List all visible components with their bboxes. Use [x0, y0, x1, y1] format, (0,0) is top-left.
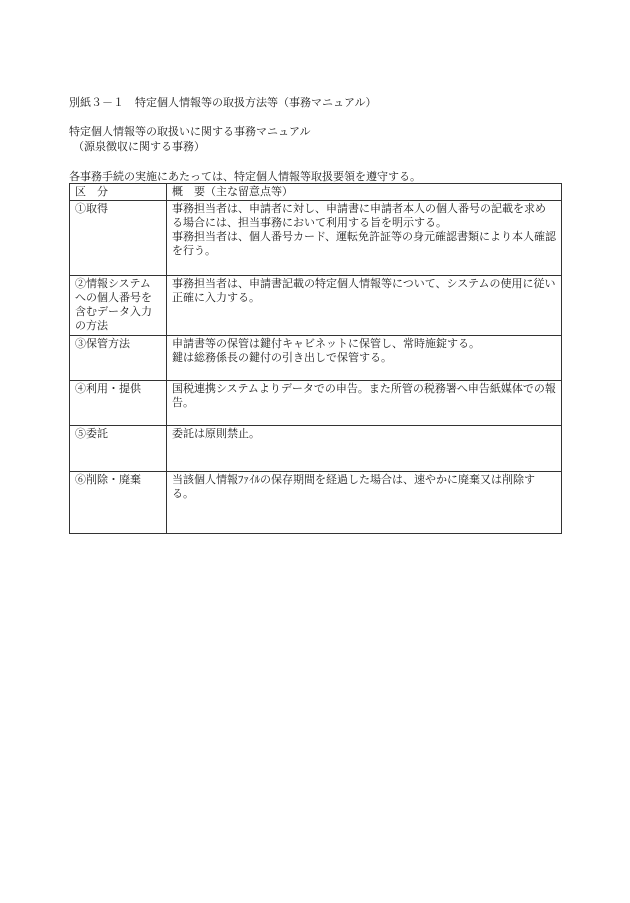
row-category: ⑤委託	[70, 426, 167, 472]
row-summary	[167, 426, 562, 472]
table-row-storage	[70, 336, 562, 381]
row-summary	[167, 336, 562, 381]
row-category: ③保管方法	[70, 336, 167, 381]
row-category: ①取得	[70, 201, 167, 276]
summary-line: 国税連携システムよりデータでの申告。また所管の税務署へ申告紙媒体での報告。	[172, 382, 556, 409]
procedure-table	[69, 183, 562, 534]
manual-subtitle: （源泉徴収に関する事務）	[73, 140, 205, 153]
summary-line: 事務担当者は、個人番号カード、運転免許証等の身元確認書類により本人確認を行う。	[172, 230, 557, 257]
row-summary	[167, 201, 562, 276]
summary-line: 当該個人情報ﾌｧｲﾙの保存期間を経過した場合は、速やかに廃棄又は削除する。	[172, 473, 535, 500]
row-category: ②情報システムへの個人番号を含むデータ入力の方法	[70, 276, 167, 336]
table-row-outsourcing	[70, 426, 562, 472]
attachment-label: 別紙３－１ 特定個人情報等の取扱方法等（事務マニュアル）	[69, 96, 377, 109]
row-category: ④利用・提供	[70, 381, 167, 426]
header-summary: 概 要（主な留意点等）	[167, 184, 562, 201]
table-row-acquisition	[70, 201, 562, 276]
table-row-use-provision	[70, 381, 562, 426]
row-summary	[167, 276, 562, 336]
intro-text: 各事務手続の実施にあたっては、特定個人情報等取扱要領を遵守する。	[69, 170, 421, 183]
summary-line: 委託は原則禁止。	[172, 427, 260, 440]
row-category: ⑥削除・廃棄	[70, 472, 167, 534]
row-summary	[167, 472, 562, 534]
table-row-data-entry	[70, 276, 562, 336]
table-row-deletion	[70, 472, 562, 534]
row-summary	[167, 381, 562, 426]
manual-title: 特定個人情報等の取扱いに関する事務マニュアル	[69, 125, 311, 138]
summary-line: 事務担当者は、申請者に対し、申請書に申請者本人の個人番号の記載を求める場合には、担当事務において利用する旨を明示する。	[172, 202, 546, 229]
summary-line: 申請書等の保管は鍵付キャビネットに保管し、常時施錠する。	[172, 337, 480, 350]
header-category: 区 分	[70, 184, 167, 201]
table-header-row	[70, 184, 562, 201]
summary-line: 事務担当者は、申請書記載の特定個人情報等について、システムの使用に従い正確に入力する。	[172, 277, 556, 304]
summary-line: 鍵は総務係長の鍵付の引き出しで保管する。	[172, 351, 392, 364]
